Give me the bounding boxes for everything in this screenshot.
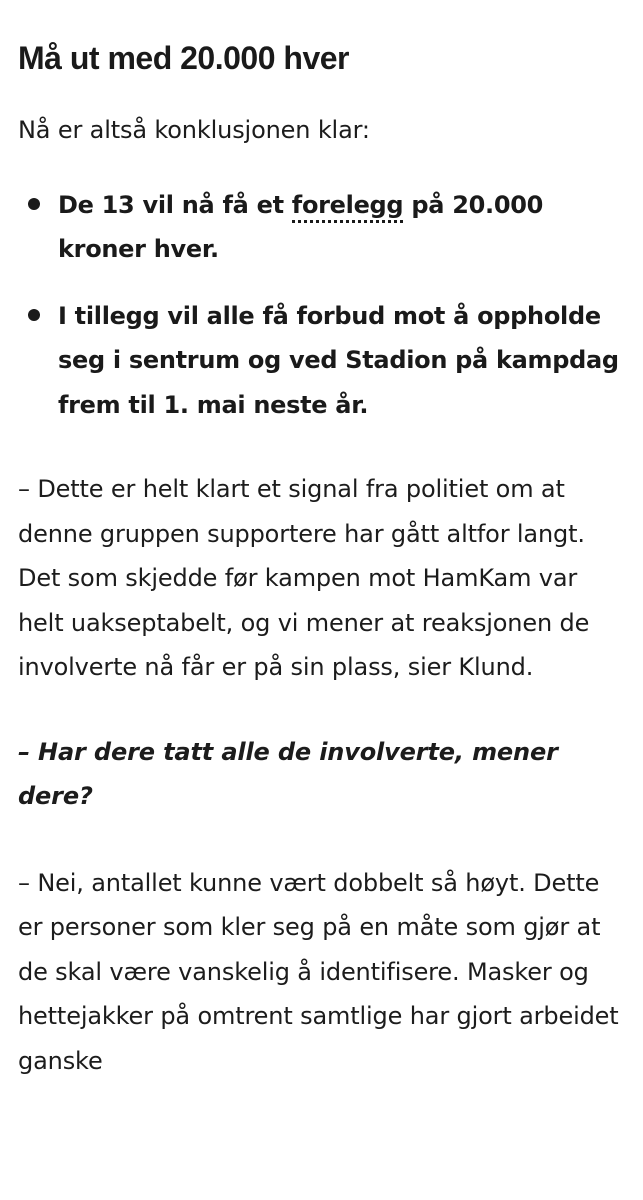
glossary-term-forelegg[interactable]: forelegg <box>292 191 404 223</box>
list-item <box>18 183 629 272</box>
section-heading: Må ut med 20.000 hver <box>18 40 349 76</box>
list-item-text-start: De 13 vil nå få et <box>58 190 292 219</box>
bullet-dot-icon <box>28 198 40 210</box>
interview-answer: – Nei, antallet kunne vært dobbelt så høyt. Dette er personer som kler seg på en måte som gjør at de skal være vanskelig å identifisere. Masker og hettejakker på omtrent samtlige har gjort arbeidet ganske <box>18 868 619 1075</box>
fact-list <box>18 183 629 428</box>
quote-paragraph: – Dette er helt klart et signal fra politiet om at denne gruppen supportere har gått altfor langt. Det som skjedde før kampen mot HamKam var helt uakseptabelt, og vi mener at reaksjonen de involverte nå får er på sin plass, sier Klund. <box>18 475 590 681</box>
lead-paragraph: Nå er altså konklusjonen klar: <box>18 116 370 144</box>
list-item-text-end: på 20.000 kroner hver. <box>58 190 544 263</box>
list-item-text: I tillegg vil alle få forbud mot å oppholde seg i sentrum og ved Stadion på kampdag frem til 1. mai neste år. <box>58 301 619 419</box>
bullet-dot-icon <box>28 309 40 321</box>
article-body <box>18 0 629 1083</box>
interview-question: – Har dere tatt alle de involverte, mener dere? <box>18 737 558 810</box>
list-item <box>18 294 629 428</box>
